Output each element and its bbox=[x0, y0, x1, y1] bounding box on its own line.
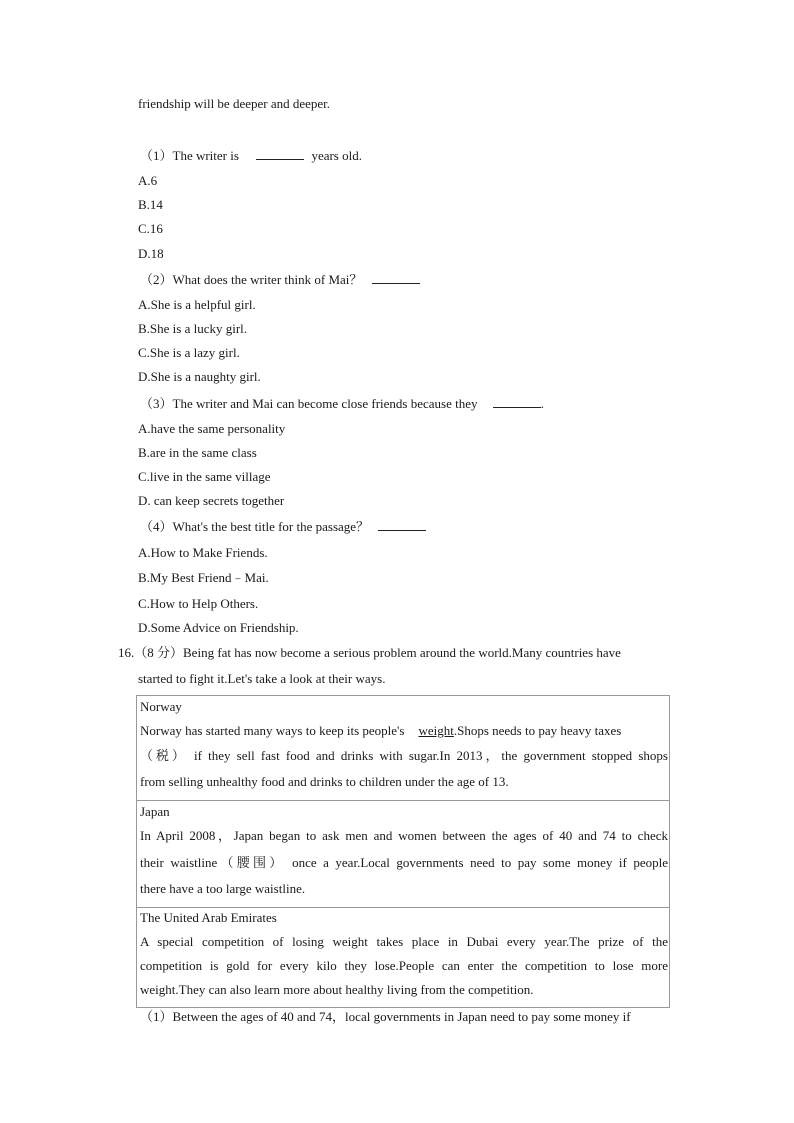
passage-last-line: friendship will be deeper and deeper. bbox=[138, 96, 331, 111]
option[interactable]: D. can keep secrets together bbox=[138, 493, 285, 508]
question-3-prompt: （3）The writer and Mai can become close friends because they bbox=[140, 396, 478, 411]
option[interactable]: A.6 bbox=[138, 173, 158, 188]
question-1 bbox=[140, 147, 362, 164]
underlined-word: weight bbox=[418, 723, 454, 738]
option[interactable]: A.She is a helpful girl. bbox=[138, 297, 256, 312]
question-16-text-line2: started to fight it.Let's take a look at their ways. bbox=[138, 671, 386, 686]
table-row-japan bbox=[137, 801, 669, 908]
answer-blank[interactable] bbox=[256, 147, 304, 160]
question-3 bbox=[140, 395, 544, 412]
question-2-prompt: （2）What does the writer think of Mai？ bbox=[140, 272, 363, 287]
country-heading: The United Arab Emirates bbox=[140, 910, 277, 925]
option[interactable]: C.16 bbox=[138, 221, 163, 236]
question-number: 16. bbox=[118, 645, 135, 660]
question-1-suffix: years old. bbox=[311, 148, 362, 163]
answer-blank[interactable] bbox=[372, 271, 420, 284]
question-16-header bbox=[118, 645, 621, 661]
option[interactable]: B.She is a lucky girl. bbox=[138, 321, 248, 336]
option[interactable]: C.live in the same village bbox=[138, 469, 271, 484]
option[interactable]: A.have the same personality bbox=[138, 421, 286, 436]
country-heading: Japan bbox=[140, 804, 170, 819]
question-4-prompt: （4）What's the best title for the passage？ bbox=[140, 519, 370, 534]
table-row-uae bbox=[137, 908, 669, 1009]
table-text-line: competition is gold for every kilo they lose.People can enter the competition to lose more bbox=[140, 958, 668, 973]
question-2 bbox=[140, 271, 420, 288]
table-text-line: A special competition of losing weight takes place in Dubai every year.The prize of the bbox=[140, 934, 668, 949]
option[interactable]: B.My Best Friend﹣Mai. bbox=[138, 570, 269, 585]
text-span: .Shops needs to pay heavy taxes bbox=[453, 723, 622, 738]
question-16-1: （1）Between the ages of 40 and 74，local governments in Japan need to pay some money if bbox=[140, 1009, 631, 1024]
text-span: Norway has started many ways to keep its people's bbox=[140, 723, 405, 738]
table-text-line bbox=[140, 723, 621, 739]
question-4 bbox=[140, 518, 426, 535]
table-text-line: from selling unhealthy food and drinks to children under the age of 13. bbox=[140, 774, 509, 789]
table-text-line: their waistline（腰围） once a year.Local governments need to pay some money if people bbox=[140, 855, 668, 870]
table-text-line: （税） if they sell fast food and drinks with sugar.In 2013，the government stopped shops bbox=[140, 748, 668, 763]
question-3-suffix: . bbox=[540, 396, 545, 411]
option[interactable]: C.She is a lazy girl. bbox=[138, 345, 240, 360]
answer-blank[interactable] bbox=[493, 395, 541, 408]
option[interactable]: D.18 bbox=[138, 246, 164, 261]
answer-blank[interactable] bbox=[378, 518, 426, 531]
table-text-line: weight.They can also learn more about healthy living from the competition. bbox=[140, 982, 534, 997]
question-points: （8 分） bbox=[134, 645, 184, 660]
option[interactable]: D.Some Advice on Friendship. bbox=[138, 620, 299, 635]
question-16-text: Being fat has now become a serious problem around the world.Many countries have bbox=[183, 645, 621, 660]
info-table bbox=[136, 695, 670, 1008]
question-1-prompt: （1）The writer is bbox=[140, 148, 239, 163]
option[interactable]: C.How to Help Others. bbox=[138, 596, 259, 611]
table-text-line: there have a too large waistline. bbox=[140, 881, 306, 896]
option[interactable]: A.How to Make Friends. bbox=[138, 545, 268, 560]
option[interactable]: B.14 bbox=[138, 197, 163, 212]
table-row-norway bbox=[137, 696, 669, 801]
country-heading: Norway bbox=[140, 699, 182, 714]
option[interactable]: D.She is a naughty girl. bbox=[138, 369, 261, 384]
option[interactable]: B.are in the same class bbox=[138, 445, 257, 460]
table-text-line: In April 2008，Japan began to ask men and women between the ages of 40 and 74 to check bbox=[140, 828, 668, 843]
